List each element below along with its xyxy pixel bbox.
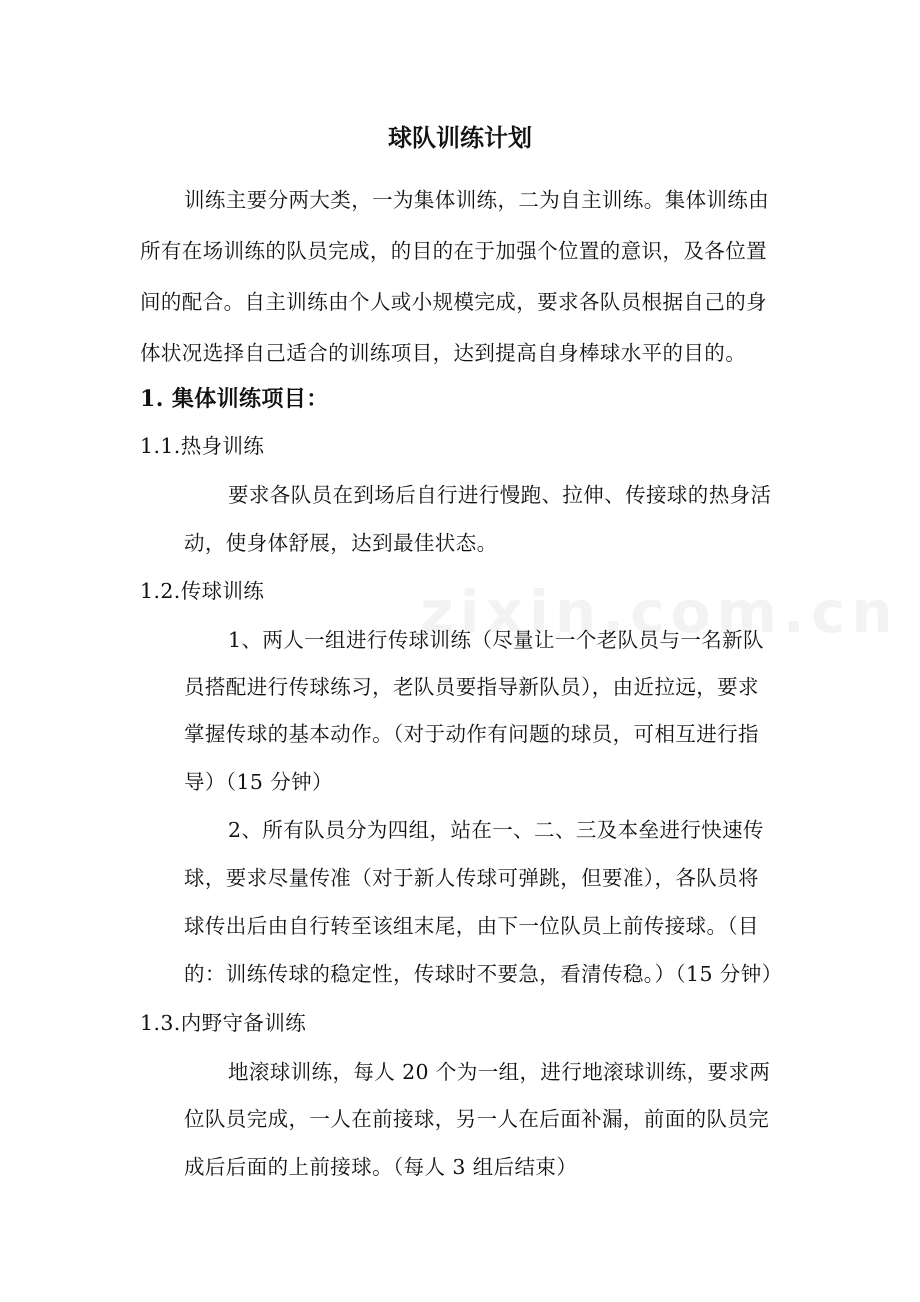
section-1-2-line-2: 员搭配进行传球练习，老队员要指导新队员），由近拉远，要求 — [184, 675, 759, 699]
section-1-3-heading: 1.3.内野守备训练 — [140, 1011, 307, 1035]
section-1-2-line-1: 1、两人一组进行传球训练（尽量让一个老队员与一名新队 — [228, 628, 764, 652]
section-1-2-heading: 1.2.传球训练 — [140, 579, 265, 603]
section-1-1-line-2: 动，使身体舒展，达到最佳状态。 — [184, 531, 498, 555]
section-1-2-line-8: 的：训练传球的稳定性，传球时不要急，看清传稳。）（15 分钟） — [184, 962, 783, 986]
section-1-2-line-7: 球传出后由自行转至该组末尾，由下一位队员上前传接球。（目 — [184, 914, 759, 938]
section-1-3-line-2: 位队员完成，一人在前接球，另一人在后面补漏，前面的队员完 — [184, 1107, 770, 1131]
section-1-heading: 1. 集体训练项目： — [140, 386, 329, 412]
section-1-2-line-5: 2、所有队员分为四组，站在一、二、三及本垒进行快速传 — [228, 818, 764, 842]
section-1-2-line-6: 球，要求尽量传准（对于新人传球可弹跳，但要准），各队员将 — [184, 866, 759, 890]
intro-line-3: 间的配合。自主训练由个人或小规模完成，要求各队员根据自己的身 — [140, 290, 767, 314]
section-1-2-line-3: 掌握传球的基本动作。（对于动作有问题的球员，可相互进行指 — [184, 722, 759, 746]
section-1-1-line-1: 要求各队员在到场后自行进行慢跑、拉伸、传接球的热身活 — [228, 483, 772, 507]
section-1-2-line-4: 导）（15 分钟） — [184, 770, 333, 794]
section-1-1-heading: 1.1.热身训练 — [140, 434, 265, 458]
intro-line-2: 所有在场训练的队员完成，的目的在于加强个位置的意识，及各位置 — [140, 239, 767, 263]
section-1-3-line-1: 地滚球训练，每人 20 个为一组，进行地滚球训练，要求两 — [228, 1060, 771, 1084]
intro-line-4: 体状况选择自己适合的训练项目，达到提高自身棒球水平的目的。 — [140, 341, 747, 365]
section-1-3-line-3: 成后后面的上前接球。（每人 3 组后结束） — [184, 1155, 578, 1179]
document-title: 球队训练计划 — [388, 123, 532, 152]
intro-line-1: 训练主要分两大类，一为集体训练，二为自主训练。集体训练由 — [184, 188, 770, 212]
